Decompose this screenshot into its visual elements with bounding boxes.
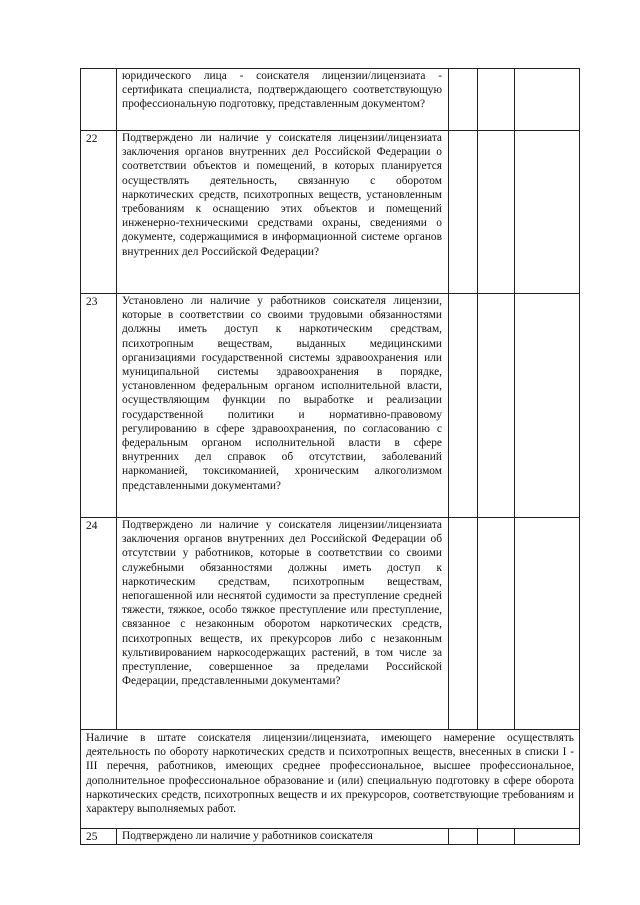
answer-cell-no [478, 829, 515, 845]
row-number: 23 [81, 294, 117, 518]
answer-cell-no [478, 69, 515, 131]
checklist-table [80, 68, 580, 845]
row-number: 24 [81, 518, 117, 730]
answer-cell-yes [449, 518, 478, 730]
checklist-document [80, 68, 572, 845]
answer-cell-no [478, 131, 515, 294]
answer-cell-note [515, 294, 580, 518]
answer-cell-no [478, 518, 515, 730]
question-text: Установлено ли наличие у работников соискателя лицензии, которые в соответствии со своими трудовыми обязанностями должны иметь доступ к наркотическим средствам, психотропным веществам, выданных медицинскими организациями государственной системы здравоохранения или муниципальной системы здравоохранения в порядке, установленном федеральным органом исполнительной власти, осуществляющим функции по выработке и реализации государственной политики и нормативно-правовому регулированию в сфере здравоохранения, по согласованию с федеральным органом исполнительной власти в сфере внутренних дел справок об отсутствии, заболеваний наркоманией, токсикоманией, хроническим алкоголизмом представленными документами? [117, 294, 449, 518]
question-text: Подтверждено ли наличие у соискателя лицензии/лицензиата заключения органов внутренних дел Российской Федерации об отсутствии у работников, которые в соответствии со своими служебными обязанностями должны иметь доступ к наркотическим средствам, психотропным веществам, непогашенной или неснятой судимости за преступление средней тяжести, тяжкое, особо тяжкое преступление или преступление, связанное с незаконным оборотом наркотических средств, психотропных веществ, их прекурсоров либо с незаконным культивированием наркосодержащих растений, в том числе за преступление, совершенное за пределами Российской Федерации, представленными документами? [117, 518, 449, 730]
row-number: 22 [81, 131, 117, 294]
row-number: 25 [81, 829, 117, 845]
row-number [81, 69, 117, 131]
answer-cell-yes [449, 829, 478, 845]
question-text: Подтверждено ли наличие у соискателя лицензии/лицензиата заключения органов внутренних дел Российской Федерации о соответствии объектов и помещений, в которых планируется осуществлять деятельность, связанную с оборотом наркотических средств, психотропных веществ, установленным требованиям к оснащению этих объектов и помещений инженерно-техническими средствами охраны, сведениями о документе, содержащимися в информационной системе органов внутренних дел Российской Федерации? [117, 131, 449, 294]
table-row [81, 69, 580, 131]
answer-cell-note [515, 131, 580, 294]
answer-cell-yes [449, 294, 478, 518]
question-text: юридического лица - соискателя лицензии/лицензиата - сертификата специалиста, подтверждающего соответствующую профессиональную подготовку, представленным документом? [117, 69, 449, 131]
answer-cell-no [478, 294, 515, 518]
answer-cell-yes [449, 69, 478, 131]
table-row [81, 131, 580, 294]
table-row [81, 518, 580, 730]
table-row [81, 294, 580, 518]
section-heading-text: Наличие в штате соискателя лицензии/лицензиата, имеющего намерение осуществлять деятельность по обороту наркотических средств и психотропных веществ, внесенных в списки I - III перечня, работников, имеющих среднее профессиональное, высшее профессиональное, дополнительное профессиональное образование и (или) специальную подготовку в сфере оборота наркотических средств, психотропных веществ и их прекурсоров, соответствующие требованиям и характеру выполняемых работ. [81, 730, 580, 829]
answer-cell-note [515, 69, 580, 131]
answer-cell-note [515, 518, 580, 730]
question-text: Подтверждено ли наличие у работников соискателя [117, 829, 449, 845]
answer-cell-yes [449, 131, 478, 294]
section-row [81, 730, 580, 829]
table-row [81, 829, 580, 845]
answer-cell-note [515, 829, 580, 845]
